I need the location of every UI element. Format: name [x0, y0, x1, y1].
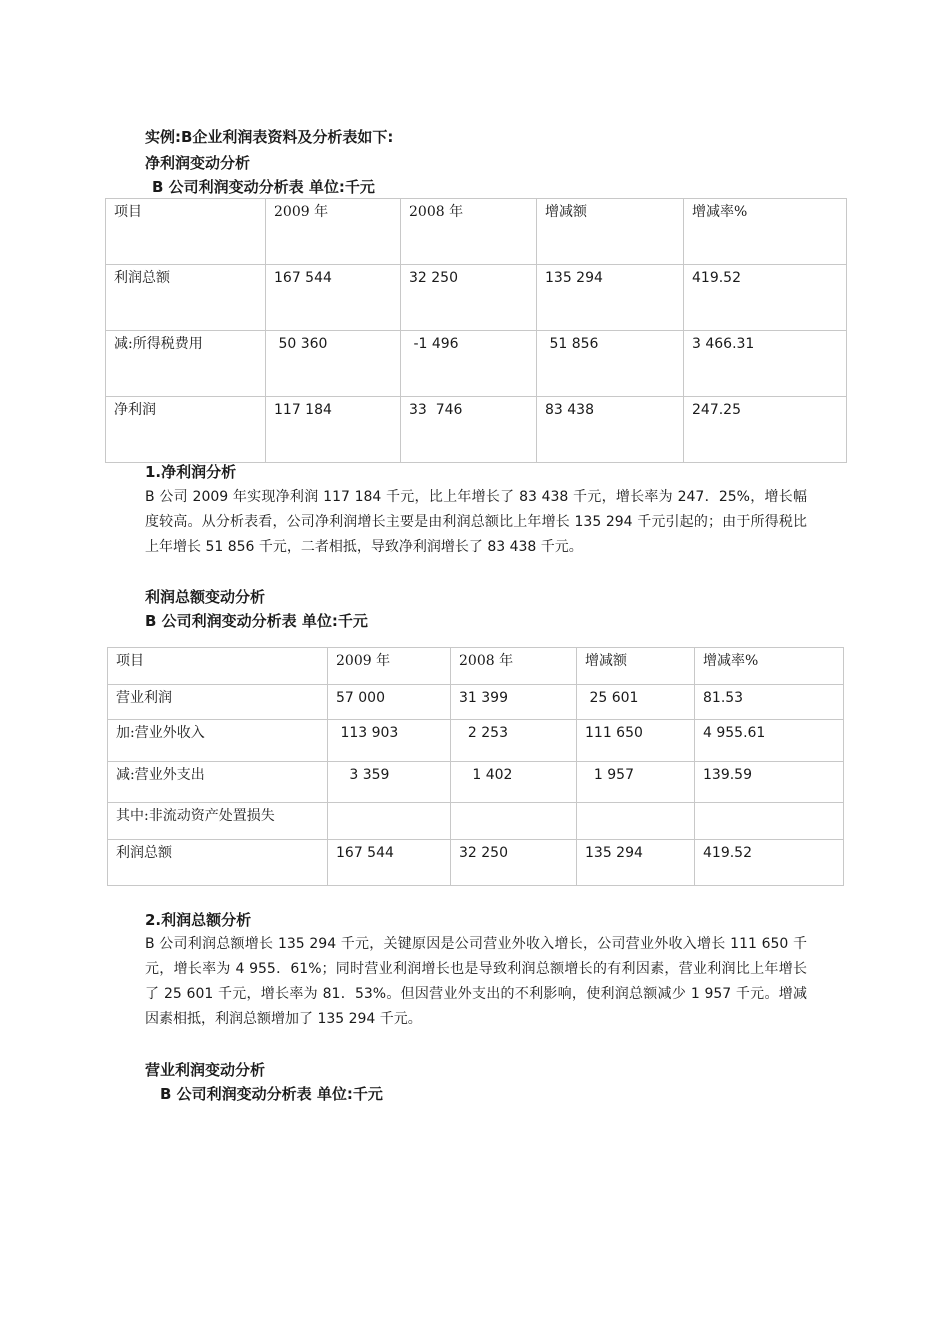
cell-change	[577, 803, 695, 840]
row-label: 营业利润	[108, 685, 328, 720]
total-profit-table	[107, 647, 844, 886]
table-row	[106, 265, 847, 331]
cell-rate: 419.52	[684, 265, 847, 331]
cell-rate	[695, 803, 844, 840]
cell-2009: 3 359	[328, 762, 451, 803]
header-cell-item: 项目	[106, 199, 266, 265]
row-label: 加:营业外收入	[108, 720, 328, 762]
row-label: 净利润	[106, 397, 266, 463]
table-header-row	[106, 199, 847, 265]
table-row	[106, 397, 847, 463]
cell-change: 111 650	[577, 720, 695, 762]
cell-rate: 139.59	[695, 762, 844, 803]
cell-2009: 167 544	[266, 265, 401, 331]
section3-heading: 营业利润变动分析	[145, 1061, 266, 1079]
header-cell-2008: 2008 年	[401, 199, 537, 265]
cell-2008: 32 250	[401, 265, 537, 331]
section2-table-title: B 公司利润变动分析表 单位:千元	[145, 612, 368, 630]
header-cell-change: 增减额	[537, 199, 684, 265]
cell-2008: 32 250	[451, 840, 577, 886]
cell-change: 135 294	[537, 265, 684, 331]
row-label: 减:营业外支出	[108, 762, 328, 803]
row-label: 其中:非流动资产处置损失	[108, 803, 328, 840]
section3-table-title: B 公司利润变动分析表 单位:千元	[160, 1085, 383, 1103]
cell-change: 83 438	[537, 397, 684, 463]
row-label: 利润总额	[106, 265, 266, 331]
header-cell-2009: 2009 年	[266, 199, 401, 265]
cell-2009: 167 544	[328, 840, 451, 886]
row-label: 减:所得税费用	[106, 331, 266, 397]
cell-rate: 247.25	[684, 397, 847, 463]
cell-2009: 117 184	[266, 397, 401, 463]
cell-change: 135 294	[577, 840, 695, 886]
section1-analysis-title: 1.净利润分析	[145, 463, 237, 481]
table-header-row	[108, 648, 844, 685]
cell-2008: 33 746	[401, 397, 537, 463]
cell-2008: 1 402	[451, 762, 577, 803]
section2-analysis-title: 2.利润总额分析	[145, 911, 252, 929]
table-row	[108, 840, 844, 886]
table-row	[108, 685, 844, 720]
cell-2008	[451, 803, 577, 840]
cell-2008: -1 496	[401, 331, 537, 397]
cell-rate: 3 466.31	[684, 331, 847, 397]
section1-table-title: B 公司利润变动分析表 单位:千元	[152, 178, 375, 196]
cell-2008: 31 399	[451, 685, 577, 720]
table-row	[108, 762, 844, 803]
header-cell-item: 项目	[108, 648, 328, 685]
table-row	[108, 720, 844, 762]
cell-change: 25 601	[577, 685, 695, 720]
section2-analysis-text: B 公司利润总额增长 135 294 千元，关键原因是公司营业外收入增长，公司营业外收入增长 111 650 千元，增长率为 4 955．61%；同时营业利润增长也是导致利润总额增长的有利因素，营业利润比上年增长了 25 601 千元，增长率为 81．53%。但因营业外支出的不利影响，使利润总额减少 1 957 千元。增减因素相抵，利润总额增加了 135 294 千元。	[145, 936, 807, 1027]
header-cell-2008: 2008 年	[451, 648, 577, 685]
section2-heading: 利润总额变动分析	[145, 588, 266, 606]
section1-heading: 净利润变动分析	[145, 154, 251, 172]
row-label: 利润总额	[108, 840, 328, 886]
cell-2008: 2 253	[451, 720, 577, 762]
header-cell-2009: 2009 年	[328, 648, 451, 685]
intro-line: 实例:B企业利润表资料及分析表如下:	[145, 128, 394, 146]
cell-2009: 57 000	[328, 685, 451, 720]
table-row	[106, 331, 847, 397]
header-cell-rate: 增减率%	[684, 199, 847, 265]
cell-rate: 81.53	[695, 685, 844, 720]
net-profit-table	[105, 198, 847, 463]
header-cell-change: 增减额	[577, 648, 695, 685]
header-cell-rate: 增减率%	[695, 648, 844, 685]
section1-analysis-text: B 公司 2009 年实现净利润 117 184 千元，比上年增长了 83 438 千元，增长率为 247．25%，增长幅度较高。从分析表看，公司净利润增长主要是由利润总额比上年增长 135 294 千元引起的；由于所得税比上年增长 51 856 千元，二者相抵，导致净利润增长了 83 438 千元。	[145, 489, 807, 555]
cell-rate: 419.52	[695, 840, 844, 886]
cell-2009: 50 360	[266, 331, 401, 397]
table-row	[108, 803, 844, 840]
cell-change: 51 856	[537, 331, 684, 397]
cell-rate: 4 955.61	[695, 720, 844, 762]
cell-2009: 113 903	[328, 720, 451, 762]
cell-2009	[328, 803, 451, 840]
cell-change: 1 957	[577, 762, 695, 803]
